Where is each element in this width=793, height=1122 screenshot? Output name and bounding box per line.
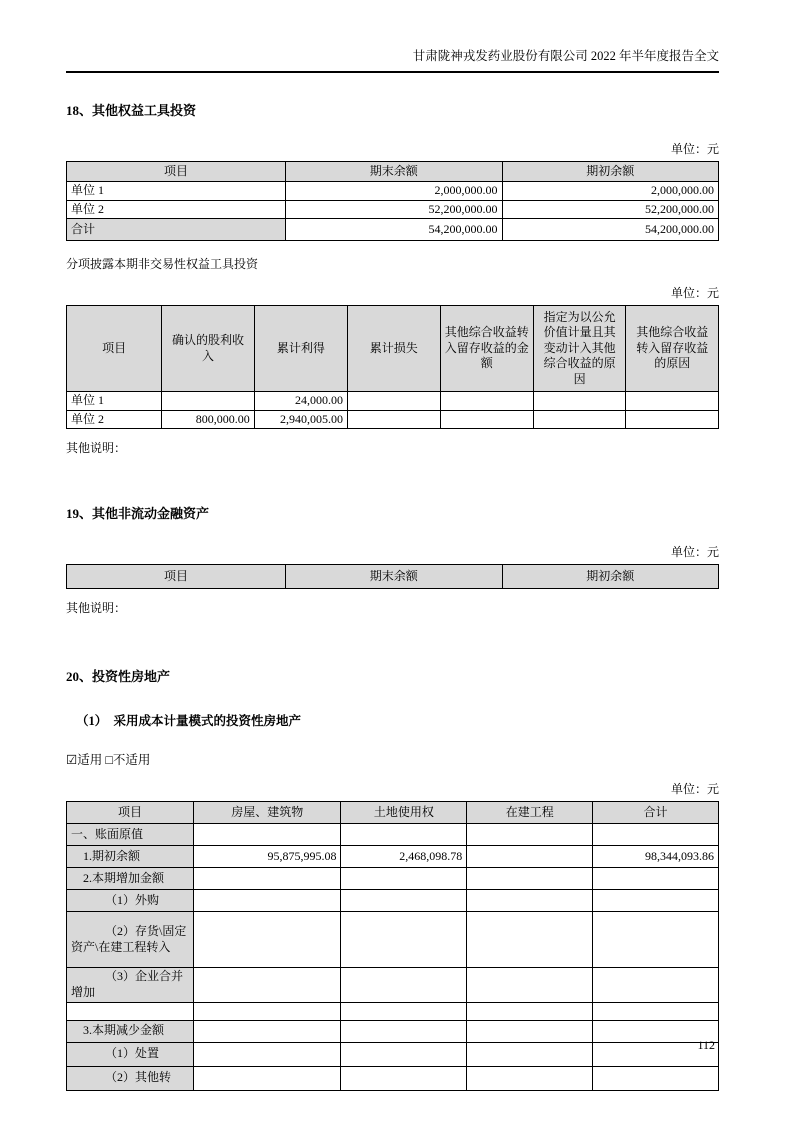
cell-value bbox=[194, 968, 341, 1002]
cell-value bbox=[593, 968, 719, 1002]
table-row bbox=[67, 890, 719, 912]
equity-instruments-table bbox=[66, 161, 719, 241]
cell-value bbox=[194, 912, 341, 968]
col-header-item: 项目 bbox=[67, 802, 194, 824]
cell-value bbox=[162, 392, 255, 411]
cell-value: 52,200,000.00 bbox=[502, 200, 718, 219]
cell-value bbox=[440, 392, 533, 411]
cell-value bbox=[593, 890, 719, 912]
col-header-accumulated-gains: 累计利得 bbox=[254, 306, 347, 392]
table-header-row bbox=[67, 802, 719, 824]
table-row bbox=[67, 846, 719, 868]
cell-value bbox=[626, 410, 719, 429]
row-label bbox=[67, 1002, 194, 1020]
table-row bbox=[67, 824, 719, 846]
table-header-row bbox=[67, 162, 719, 182]
table-row bbox=[67, 1042, 719, 1066]
table-row bbox=[67, 1066, 719, 1090]
non-trading-equity-detail-table bbox=[66, 305, 719, 429]
unit-label-18b: 单位：元 bbox=[670, 286, 719, 301]
cell-value: 95,875,995.08 bbox=[194, 846, 341, 868]
table-row bbox=[67, 410, 719, 429]
cell-value: 2,000,000.00 bbox=[286, 182, 502, 201]
col-header-oci-transfer-reason: 其他综合收益转入留存收益的原因 bbox=[626, 306, 719, 392]
cell-value bbox=[467, 1020, 593, 1042]
total-value: 54,200,000.00 bbox=[502, 219, 718, 241]
row-label: 单位 2 bbox=[67, 410, 162, 429]
cell-value bbox=[194, 1066, 341, 1090]
col-header-fvoci-designation-reason: 指定为以公允价值计量且其变动计入其他综合收益的原因 bbox=[533, 306, 626, 392]
table-row bbox=[67, 912, 719, 968]
unit-label-20: 单位：元 bbox=[670, 782, 719, 797]
cell-value bbox=[467, 846, 593, 868]
cell-value bbox=[341, 912, 467, 968]
table-row bbox=[67, 392, 719, 411]
cell-value bbox=[341, 968, 467, 1002]
cell-value bbox=[467, 1042, 593, 1066]
table-total-row bbox=[67, 219, 719, 241]
cell-value bbox=[194, 890, 341, 912]
col-header-accumulated-losses: 累计损失 bbox=[348, 306, 441, 392]
col-header-dividend-income: 确认的股利收入 bbox=[162, 306, 255, 392]
cell-value bbox=[341, 1066, 467, 1090]
cell-value bbox=[440, 410, 533, 429]
document-header-title: 甘肃陇神戎发药业股份有限公司 2022 年半年度报告全文 bbox=[412, 49, 719, 63]
cell-value bbox=[593, 868, 719, 890]
other-noncurrent-financial-assets-table bbox=[66, 564, 719, 589]
cell-value bbox=[467, 1066, 593, 1090]
section-19-title: 19、其他非流动金融资产 bbox=[66, 506, 210, 522]
cell-value bbox=[533, 410, 626, 429]
table-header-row bbox=[67, 565, 719, 589]
section-18-title: 18、其他权益工具投资 bbox=[66, 103, 197, 118]
cell-value bbox=[593, 1002, 719, 1020]
col-header-item: 项目 bbox=[67, 162, 286, 182]
unit-label-18: 单位：元 bbox=[670, 142, 719, 156]
cell-value bbox=[194, 824, 341, 846]
col-header-beginning-balance: 期初余额 bbox=[502, 565, 718, 589]
row-label: 一、账面原值 bbox=[67, 824, 194, 846]
row-label: 单位 2 bbox=[67, 200, 286, 219]
col-header-construction-in-progress: 在建工程 bbox=[467, 802, 593, 824]
investment-property-table bbox=[66, 801, 719, 1090]
table-row bbox=[67, 1002, 719, 1020]
table-row bbox=[67, 968, 719, 1002]
col-header-oci-transferred-amount: 其他综合收益转入留存收益的金额 bbox=[440, 306, 533, 392]
document-header bbox=[66, 48, 719, 73]
cell-value: 24,000.00 bbox=[254, 392, 347, 411]
col-header-item: 项目 bbox=[67, 565, 286, 589]
cell-value bbox=[194, 1042, 341, 1066]
row-label: 3.本期减少金额 bbox=[67, 1020, 194, 1042]
disclosure-note: 分项披露本期非交易性权益工具投资 bbox=[66, 257, 259, 272]
cell-value: 98,344,093.86 bbox=[593, 846, 719, 868]
row-label: （2）其他转 bbox=[67, 1066, 194, 1090]
row-label: （3）企业合并增加 bbox=[67, 968, 194, 1002]
cell-value: 800,000.00 bbox=[162, 410, 255, 429]
table-row bbox=[67, 200, 719, 219]
table-row bbox=[67, 868, 719, 890]
col-header-buildings: 房屋、建筑物 bbox=[194, 802, 341, 824]
section-20-title: 20、投资性房地产 bbox=[66, 669, 171, 685]
cell-value bbox=[348, 392, 441, 411]
other-note-19: 其他说明： bbox=[66, 601, 127, 616]
cell-value bbox=[467, 868, 593, 890]
cell-value bbox=[341, 824, 467, 846]
total-value: 54,200,000.00 bbox=[286, 219, 502, 241]
row-label: 单位 1 bbox=[67, 392, 162, 411]
other-note-18: 其他说明： bbox=[66, 441, 127, 456]
cell-value bbox=[194, 1002, 341, 1020]
col-header-beginning-balance: 期初余额 bbox=[502, 162, 718, 182]
row-label: 单位 1 bbox=[67, 182, 286, 201]
cell-value bbox=[467, 968, 593, 1002]
col-header-total: 合计 bbox=[593, 802, 719, 824]
cell-value bbox=[341, 1002, 467, 1020]
row-label: 1.期初余额 bbox=[67, 846, 194, 868]
cell-value bbox=[626, 392, 719, 411]
cell-value bbox=[467, 890, 593, 912]
cell-value: 2,468,098.78 bbox=[341, 846, 467, 868]
cell-value bbox=[341, 1042, 467, 1066]
table-row bbox=[67, 182, 719, 201]
cell-value bbox=[593, 824, 719, 846]
cell-value bbox=[467, 1002, 593, 1020]
total-label: 合计 bbox=[67, 219, 286, 241]
cell-value bbox=[467, 824, 593, 846]
col-header-land-use-rights: 土地使用权 bbox=[341, 802, 467, 824]
cell-value bbox=[341, 890, 467, 912]
col-header-ending-balance: 期末余额 bbox=[286, 162, 502, 182]
table-header-row bbox=[67, 306, 719, 392]
row-label: 2.本期增加金额 bbox=[67, 868, 194, 890]
section-20-subtitle: （1） 采用成本计量模式的投资性房地产 bbox=[76, 714, 302, 729]
page-number: 112 bbox=[697, 1038, 715, 1052]
cell-value bbox=[593, 912, 719, 968]
cell-value: 2,000,000.00 bbox=[502, 182, 718, 201]
cell-value bbox=[194, 868, 341, 890]
cell-value bbox=[194, 1020, 341, 1042]
cell-value bbox=[348, 410, 441, 429]
unit-label-19: 单位：元 bbox=[670, 545, 719, 560]
row-label: （1）外购 bbox=[67, 890, 194, 912]
applicability-checkboxes: ☑适用 □不适用 bbox=[66, 753, 151, 768]
cell-value bbox=[533, 392, 626, 411]
col-header-item: 项目 bbox=[67, 306, 162, 392]
cell-value bbox=[467, 912, 593, 968]
col-header-ending-balance: 期末余额 bbox=[286, 565, 502, 589]
cell-value bbox=[341, 868, 467, 890]
table-row bbox=[67, 1020, 719, 1042]
cell-value: 52,200,000.00 bbox=[286, 200, 502, 219]
cell-value bbox=[593, 1066, 719, 1090]
cell-value: 2,940,005.00 bbox=[254, 410, 347, 429]
cell-value bbox=[341, 1020, 467, 1042]
row-label: （1）处置 bbox=[67, 1042, 194, 1066]
row-label: （2）存货\固定资产\在建工程转入 bbox=[67, 912, 194, 968]
